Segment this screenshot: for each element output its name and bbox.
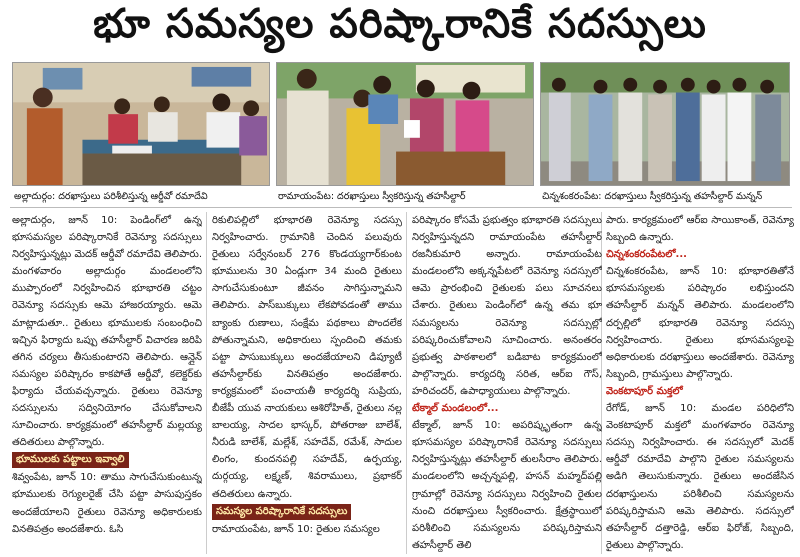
- paragraph: టేక్మాల్, జూన్ 10: అపరిష్కృతంగా ఉన్న భూసమస్యల పరిష్కారానికే రెవెన్యూ సదస్సులు నిర్వహిస్తున్నట్లు తహసీల్దార్ తులసీరాం తెలిపారు. మండలంలోని అచ్చన్నపల్లి, హసన్ మహ్మద్‌పల్లి గ్రామాల్లో రెవెన్యూ సదస్సులు నిర్వహించి రైతుల నుంచి దరఖాస్తులు స్వీకరించారు. క్షేత్రస్థాయిలో పరిశీలించి సమస్యలను పరిష్కరిస్తామని తహసీల్దార్ తెలి: [412, 420, 602, 551]
- article-column-1: [12, 212, 202, 554]
- photo-alladurgam: [12, 62, 270, 186]
- photo-caption-2: రామాయంపేట: దరఖాస్తులు స్వీకరిస్తున్న తహసీల్దార్: [278, 191, 466, 202]
- paragraph: రామాయంపేట, జూన్ 10: రైతుల సమస్యల: [212, 523, 380, 535]
- article-column-2: [212, 212, 402, 554]
- subheading: భూముల‌కు పట్టాలు ఇవ్వాలి: [12, 452, 129, 468]
- paragraph: రికులిపల్లిలో భూభారతి రెవెన్యూ సదస్సు నిర్వహించారు. గ్రామానికి చెందిన పలువురు రైతులు సర్వేనంబర్ 276 కొండయ్యగార్‌కుంట భూములను 30 ఏండ్లుగా 34 మంది రైతులు సాగుచేసుకుంటూ జీవనం సాగిస్తున్నామని తెలిపారు. పాస్‌బుక్కులు లేకపోవడంతో తాము బ్యాంకు రుణాలు, సంక్షేమ పథకాలు పొందలేక పోతున్నామని, అధికారులు స్పందించి తమకు పట్టా పాసుబుక్కులు అందజేయాలని డిప్యూటీ తహసీల్దార్‌కు వినతిపత్రం అందజేశారు. కార్యక్రమంలో పంచాయతీ కార్యదర్శి సుప్రియ, బీజేపీ యువ నాయకులు ఆశిరోహిత్, రైతులు నల్ల బాలయ్య, సాదల భాస్కర్, పోతరాజు బాలేశ్, నీరుడి బాలేశ్, మల్లేశ్, సహదేవ్, రమేశ్, సాదుల లింగం, కుందనపల్లి సహదేవ్, ఉర్పయ్య, దుర్గయ్య, లక్ష్మణ్, శివరాములు, ప్రభాకర్ తదితరులు ఉన్నారు.: [212, 215, 402, 500]
- paragraph: శివ్వంపేట, జూన్ 10: తాము సాగుచేసుకుంటున్న భూములకు రెగ్యులరైజ్ చేసి పట్టా పాసుపుస్తకం అందజేయాలని రైతులు రెవెన్యూ అధికారులకు వినతిపత్రం అందజేశారు. ఓసి: [12, 472, 202, 535]
- paragraph: చిన్నశంకరంపేట, జూన్ 10: భూభారతితోనే భూసమస్యలకు పరిష్కారం లభిస్తుందని తహసీల్దార్ మన్నన్ తెలిపారు. మండలంలోని దర్పల్లిలో భూభారతి రెవెన్యూ సదస్సు నిర్వహించారు. రైతులు భూసమస్యలపై అధికారులకు దరఖాస్తులు అందజేశారు. రెవెన్యూ సిబ్బంది, గ్రామస్తులు పాల్గొన్నారు.: [606, 266, 794, 380]
- photo-ramayampet: [276, 62, 534, 186]
- paragraph: పారు. కార్యక్రమంలో ఆర్ఐ సాయికాంత్, రెవెన్యూ సిబ్బంది ఉన్నారు.: [606, 215, 794, 244]
- paragraph: అల్లాదుర్గం, జూన్ 10: పెండింగ్‌లో ఉన్న భూసమస్యల పరిష్కారానికే రెవెన్యూ సదస్సులు నిర్వహిస్తున్నట్లు మెదక్ ఆర్డీవో రమాదేవి తెలిపారు. మంగళవారం అల్లాదుర్గం మండలంలోని ముప్పారం‌లో నిర్వహించిన భూభారతి చట్టం రెవెన్యూ సదస్సుకు ఆమె హాజరయ్యారు. ఆమె మాట్లాడుతూ.. రైతులు భూముల‌కు సంబంధించి ఇచ్చిన ఫిర్యాదు ఒప్పు తహసీల్దార్ విచారణ జరిపి తగిన చర్యలు తీసుకుంటారని తెలిపారు. ఆన్లైన్ సమస్యల పరిష్కారం కాకపోతే ఆర్డీవో, కలెక్టర్‌కు ఫిర్యాదు చేయవచ్చన్నారు. రైతులు రెవెన్యూ సదస్సులను సద్వినియోగం చేసుకోవాలని సూచించారు. కార్యక్రమంలో తహసీల్దార్ మల్లయ్య తదితరులు పాల్గొన్నారు.: [12, 215, 202, 449]
- paragraph: రేగోడ్, జూన్ 10: మండల పరిధిలోని వెంకటాపూర్ మక్తలో మంగళవారం రెవెన్యూ సదస్సు నిర్వహించారు. ఈ సదస్సులో మెదక్ ఆర్డీవో రమాదేవి పాల్గొని రైతుల సమస్యలను అడిగి తెలుసుకున్నారు. రైతులు అందజేసిన దరఖాస్తులను పరిశీలించి సమస్యలను పరిష్కరిస్తామని ఆమె తెలిపారు. సదస్సులో తహసీల్దార్ దత్తారెడ్డి, ఆర్ఐ ఫిరోజ్, సిబ్బంది, రైతులు పాల్గొన్నారు.: [606, 403, 794, 551]
- paragraph: పరిష్కారం కోసమే ప్రభుత్వం భూభారతి సదస్సులు నిర్వహిస్తున్నదని రామాయంపేట తహసీల్దార్ రజనీకుమారి అన్నారు. రామాయంపేట మండలంలోని అక్కన్నపేటలో రెవెన్యూ సదస్సులో ఆమె ప్రారంభించి రైతులకు పలు సూచనలు చేశారు. రైతులు పెండింగ్‌లో ఉన్న తమ భూ సమస్యలను రెవెన్యూ సదస్సుల్లో పరిష్కరించుకోవాలని సూచించారు. అనంతరం ప్రభుత్వ పాఠశాలలో బడిబాట కార్యక్రమంలో పాల్గొన్నారు. కార్యదర్శి సరిత, ఆర్ఐ గౌస్, హరిచందర్, ఉపాధ్యాయులు పాల్గొన్నారు.: [412, 215, 602, 397]
- article-column-4: [606, 212, 794, 554]
- article-column-3: [412, 212, 602, 554]
- subheading: టేక్మాల్ మండలంలో...: [412, 403, 499, 415]
- photo-chinnashankarampet: [540, 62, 790, 186]
- column-divider: [406, 212, 407, 554]
- subheading: చిన్నశంకరంపేటలో...: [606, 249, 687, 261]
- photo-caption-3: చిన్నశంకరంపేట: దరఖాస్తులు స్వీకరిస్తున్న తహసీల్దార్ మన్నన్: [542, 191, 763, 202]
- headline: భూ సమస్యల పరిష్కారానికే సదస్సులు: [93, 1, 707, 47]
- photo-caption-1: అల్లాదుర్గం: దరఖాస్తులు పరిశీలిస్తున్న ఆర్డీవో రమాదేవి: [14, 191, 208, 202]
- subheading: సమస్యల పరిష్కారానికే సదస్సులు: [212, 504, 351, 520]
- divider: [10, 207, 792, 208]
- subheading: వెంకటాపూర్ మక్తలో: [606, 385, 683, 397]
- column-divider: [206, 212, 207, 554]
